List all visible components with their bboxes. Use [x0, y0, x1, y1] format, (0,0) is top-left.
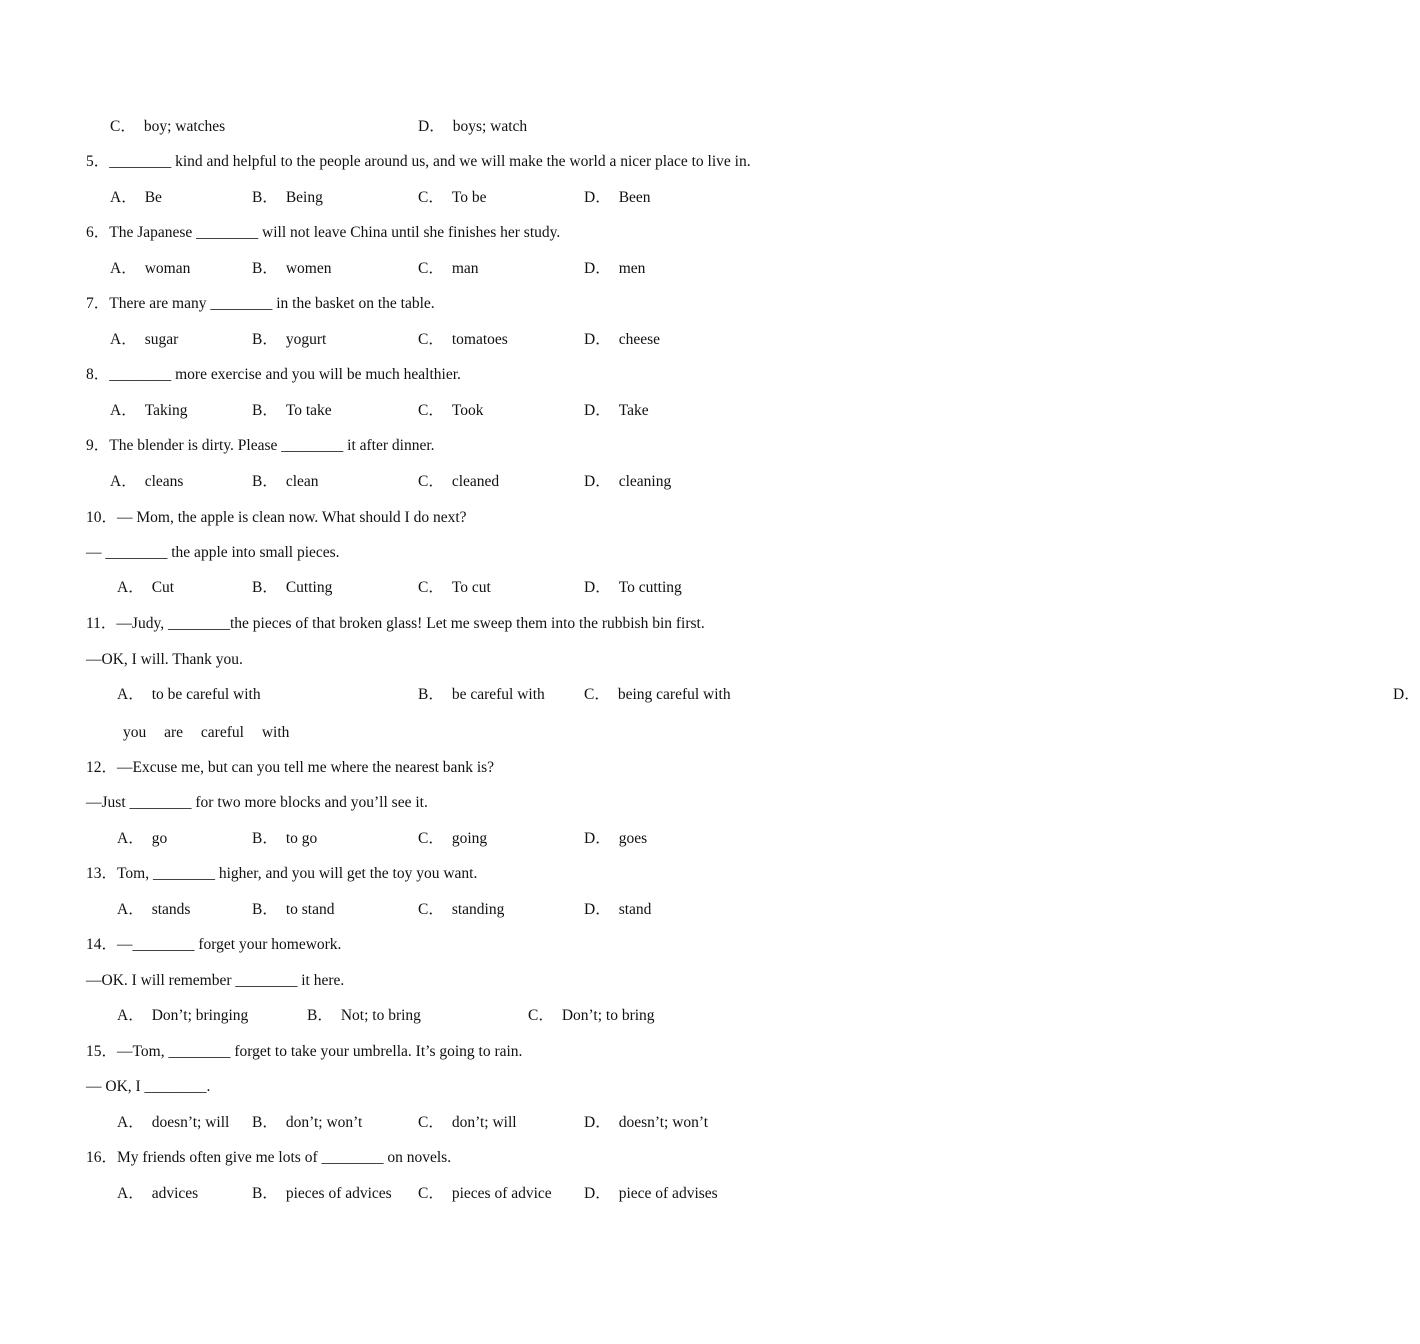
q14-option-a: A． Don’t; bringing — [117, 1007, 249, 1024]
q16-option-d: D． piece of advises — [584, 1185, 718, 1202]
q10-option-d: D． To cutting — [584, 579, 682, 596]
q13-option-a: A． stands — [117, 901, 191, 918]
q10-stem: 10．— Mom, the apple is clean now. What should I do next? — [86, 509, 467, 526]
q15-option-d: D． doesn’t; won’t — [584, 1114, 709, 1131]
q12-option-d: D． goes — [584, 830, 648, 847]
q16-option-c: C． pieces of advice — [418, 1185, 552, 1202]
q15-stem: 15．—Tom, ________ forget to take your umbrella. It’s going to rain. — [86, 1043, 523, 1060]
q11-response: —OK, I will. Thank you. — [86, 651, 243, 668]
q12-response: —Just ________ for two more blocks and you’ll see it. — [86, 794, 428, 811]
q13-option-c: C． standing — [418, 901, 505, 918]
q7-option-d: D． cheese — [584, 331, 661, 348]
q14-response: —OK. I will remember ________ it here. — [86, 972, 345, 989]
q5-stem: 5．________ kind and helpful to the people around us, and we will make the world a nicer place to live in. — [86, 153, 751, 170]
q8-option-d: D． Take — [584, 402, 649, 419]
q9-option-a: A． cleans — [110, 473, 184, 490]
q10-option-b: B． Cutting — [252, 579, 333, 596]
q11-option-c: C． being careful with — [584, 686, 731, 703]
q8-option-a: A． Taking — [110, 402, 188, 419]
q13-option-b: B． to stand — [252, 901, 335, 918]
q13-stem: 13．Tom, ________ higher, and you will get the toy you want. — [86, 865, 478, 882]
q9-option-b: B． clean — [252, 473, 319, 490]
q14-option-b: B． Not; to bring — [307, 1007, 421, 1024]
q11-option-d: D．you are careful with — [123, 686, 1420, 741]
q16-stem: 16．My friends often give me lots of ________ on novels. — [86, 1149, 452, 1166]
q4-option-c: C． boy; watches — [110, 118, 226, 135]
q11-stem: 11．—Judy, ________the pieces of that broken glass! Let me sweep them into the rubbish bin first. — [86, 615, 705, 632]
q5-option-b: B． Being — [252, 189, 323, 206]
q12-option-c: C． going — [418, 830, 488, 847]
q5-option-a: A． Be — [110, 189, 162, 206]
q14-stem: 14．—________ forget your homework. — [86, 936, 342, 953]
q8-option-c: C． Took — [418, 402, 484, 419]
q6-option-c: C． man — [418, 260, 479, 277]
q8-stem: 8．________ more exercise and you will be much healthier. — [86, 366, 461, 383]
q15-option-a: A． doesn’t; will — [117, 1114, 230, 1131]
q8-option-b: B． To take — [252, 402, 332, 419]
q11-option-b: B． be careful with — [418, 686, 545, 703]
q15-option-b: B． don’t; won’t — [252, 1114, 363, 1131]
q7-option-a: A． sugar — [110, 331, 179, 348]
q12-option-b: B． to go — [252, 830, 318, 847]
q14-option-c: C． Don’t; to bring — [528, 1007, 655, 1024]
q15-response: — OK, I ________. — [86, 1078, 211, 1095]
q10-response: — ________ the apple into small pieces. — [86, 544, 340, 561]
q6-option-a: A． woman — [110, 260, 191, 277]
q7-stem: 7．There are many ________ in the basket on the table. — [86, 295, 435, 312]
q15-option-c: C． don’t; will — [418, 1114, 517, 1131]
q10-option-a: A． Cut — [117, 579, 175, 596]
q6-option-b: B． women — [252, 260, 332, 277]
q9-stem: 9．The blender is dirty. Please ________ it after dinner. — [86, 437, 435, 454]
q4-option-d: D． boys; watch — [418, 118, 528, 135]
q5-option-c: C． To be — [418, 189, 487, 206]
q16-option-b: B． pieces of advices — [252, 1185, 392, 1202]
q6-option-d: D． men — [584, 260, 646, 277]
q5-option-d: D． Been — [584, 189, 651, 206]
q12-stem: 12．—Excuse me, but can you tell me where the nearest bank is? — [86, 759, 495, 776]
q9-option-c: C． cleaned — [418, 473, 500, 490]
q9-option-d: D． cleaning — [584, 473, 672, 490]
q7-option-c: C． tomatoes — [418, 331, 508, 348]
q13-option-d: D． stand — [584, 901, 652, 918]
q6-stem: 6．The Japanese ________ will not leave China until she finishes her study. — [86, 224, 561, 241]
q16-option-a: A． advices — [117, 1185, 199, 1202]
q11-option-a: A． to be careful with — [117, 686, 261, 703]
q12-option-a: A． go — [117, 830, 168, 847]
q10-option-c: C． To cut — [418, 579, 491, 596]
q7-option-b: B． yogurt — [252, 331, 327, 348]
